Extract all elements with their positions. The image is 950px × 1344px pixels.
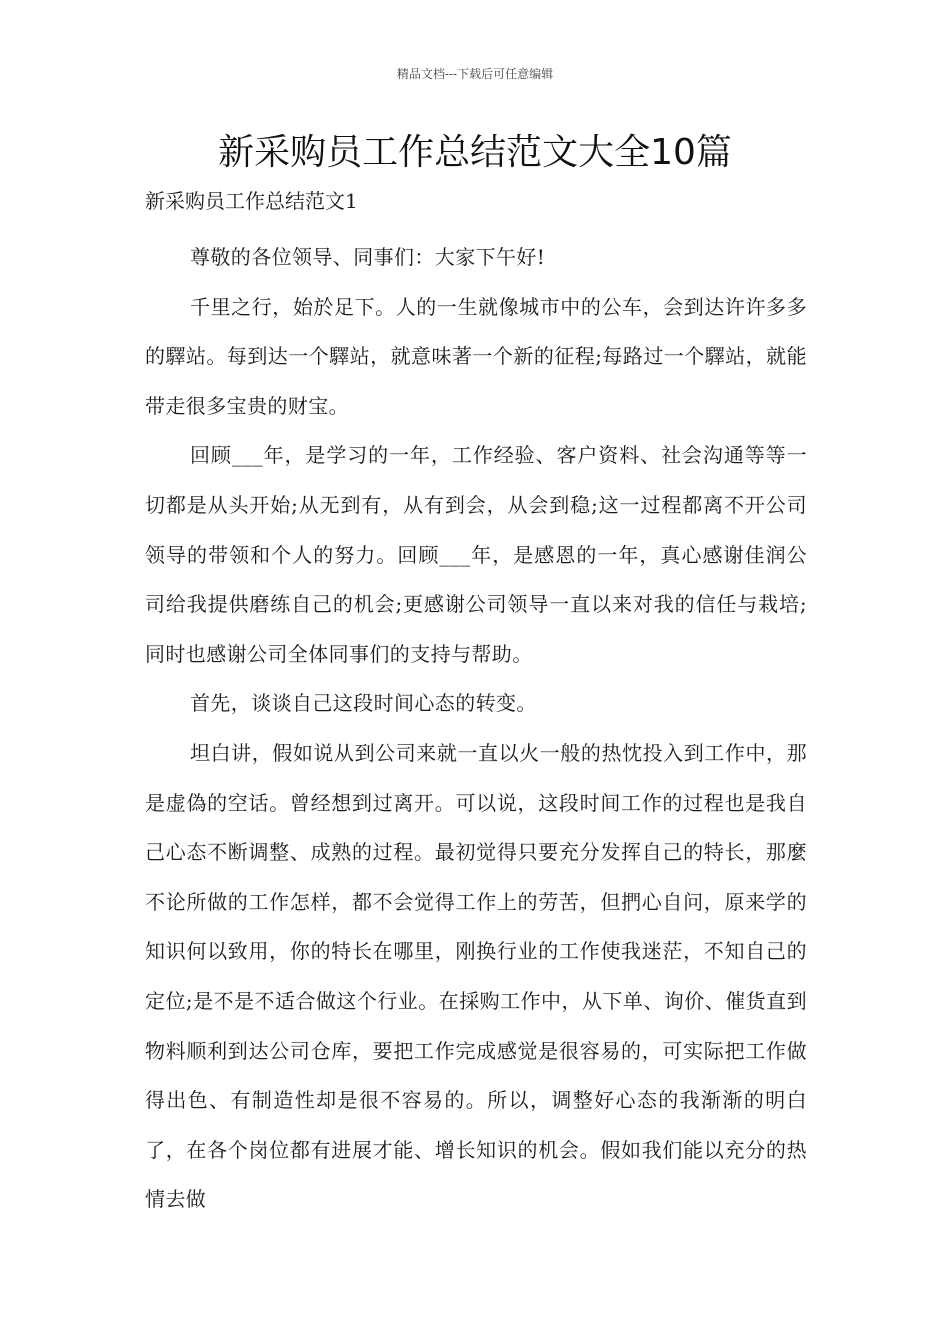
body-paragraph: 首先，谈谈自己这段时间心态的转变。 xyxy=(190,691,537,716)
header-note: 精品文档---下载后可任意编辑 xyxy=(396,67,554,81)
body-paragraph: 回顾___年，是学习的一年，工作经验、客户资料、社会沟通等等一切都是从头开始;从无到有，从有到会，从会到稳;这一过程都离不开公司领导的带领和个人的努力。回顾___年，是感恩的一年，真心感谢佳润公司给我提供磨练自己的机会;更感谢公司领导一直以来对我的信任与栽培;同时也感谢公司全体同事们的支持与帮助。 xyxy=(145,443,807,666)
body-paragraph: 坦白讲，假如说从到公司来就一直以火一般的热忱投入到工作中，那是虚偽的空话。曾经想到过离开。可以说，这段时间工作的过程也是我自己心态不断调整、成熟的过程。最初觉得只要充分发挥自己的特长，那麼不论所做的工作怎样，都不会觉得工作上的劳苦，但捫心自问，原来学的知识何以致用，你的特长在哪里，刚换行业的工作使我迷茫，不知自己的定位;是不是不适合做这个行业。在採购工作中，从下单、询价、催货直到物料顺利到达公司仓库，要把工作完成感觉是很容易的，可实际把工作做得出色、有制造性却是很不容易的。所以，调整好心态的我渐渐的明白了，在各个岗位都有进展才能、增长知识的机会。假如我们能以充分的热情去做 xyxy=(145,740,807,1212)
document-title: 新采购员工作总结范文大全10篇 xyxy=(218,132,732,173)
greeting-paragraph: 尊敬的各位领导、同事们：大家下午好! xyxy=(190,245,546,269)
section-subtitle: 新采购员工作总结范文1 xyxy=(145,189,358,213)
body-paragraph: 千里之行，始於足下。人的一生就像城市中的公车，会到达许许多多的驛站。每到达一个驛站，就意味著一个新的征程;每路过一个驛站，就能带走很多宝贵的财宝。 xyxy=(145,294,807,418)
body-text xyxy=(145,233,807,1225)
